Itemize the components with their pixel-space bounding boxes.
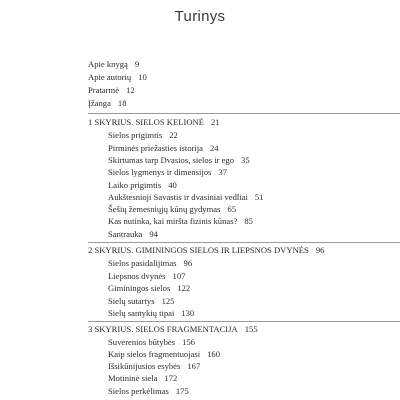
toc-entry xyxy=(108,155,250,165)
toc-entry xyxy=(108,229,158,239)
divider xyxy=(88,242,400,243)
toc-entry xyxy=(108,271,185,281)
toc-entry xyxy=(108,283,190,293)
entry-page: 156 xyxy=(182,337,195,347)
toc-entry xyxy=(108,296,174,306)
entry-page: 21 xyxy=(211,117,220,127)
toc-entry xyxy=(108,386,189,396)
entry-label: Sielų santykių tipai xyxy=(108,308,175,318)
divider xyxy=(88,113,400,114)
entry-page: 51 xyxy=(254,192,264,202)
entry-page: 18 xyxy=(117,98,127,108)
entry-page: 155 xyxy=(244,324,258,334)
entry-page: 22 xyxy=(169,130,178,140)
entry-page: 9 xyxy=(134,59,140,69)
toc-entry xyxy=(108,143,219,153)
toc-entry xyxy=(108,192,263,202)
toc-entry xyxy=(108,361,200,371)
entry-page: 10 xyxy=(138,72,147,82)
chapter-heading xyxy=(88,245,324,255)
entry-page: 125 xyxy=(161,296,175,306)
entry-page: 172 xyxy=(164,373,178,383)
divider xyxy=(88,321,400,322)
entry-page: 96 xyxy=(315,245,325,255)
entry-page: 12 xyxy=(126,85,135,95)
entry-label: Suverenios būtybės xyxy=(108,337,176,347)
entry-label: Kas nutinka, kai miršta fizinis kūnas? xyxy=(108,216,238,226)
entry-label: Laiko prigimtis xyxy=(108,180,162,190)
entry-page: 37 xyxy=(218,167,227,177)
entry-page: 94 xyxy=(149,229,158,239)
entry-page: 35 xyxy=(241,155,250,165)
toc-entry xyxy=(108,204,236,214)
entry-page: 122 xyxy=(177,283,191,293)
entry-label: Sielų sutartys xyxy=(108,296,155,306)
entry-page: 167 xyxy=(187,361,201,371)
entry-label: Santrauka xyxy=(108,229,143,239)
entry-label: Išsikūnijusios esybės xyxy=(108,361,181,371)
entry-label: Apie autorių xyxy=(88,72,132,82)
entry-label: 1 SKYRIUS. SIELOS KELIONĖ xyxy=(88,117,205,127)
entry-label: Sielos pasidalijimas xyxy=(108,258,177,268)
entry-label: Įžanga xyxy=(88,98,111,108)
entry-page: 107 xyxy=(172,271,186,281)
entry-label: Motininė siela xyxy=(108,373,158,383)
entry-page: 96 xyxy=(183,258,193,268)
entry-label: Kaip sielos fragmentuojasi xyxy=(108,349,201,359)
entry-label: Sielos prigimtis xyxy=(108,130,163,140)
toc-entry-front xyxy=(88,72,147,82)
entry-label: Liepsnos dvynės xyxy=(108,271,166,281)
entry-page: 175 xyxy=(175,386,189,396)
entry-label: Šešių žemesniųjų kūnų gydymas xyxy=(108,204,221,214)
entry-page: 65 xyxy=(227,204,237,214)
entry-label: 2 SKYRIUS. GIMININGOS SIELOS IR LIEPSNOS DVYNĖS xyxy=(88,245,309,255)
entry-page: 24 xyxy=(210,143,219,153)
entry-label: Sielos perkėlimas xyxy=(108,386,169,396)
entry-page: 40 xyxy=(168,180,177,190)
toc-entry xyxy=(108,180,177,190)
entry-label: Pratarmė xyxy=(88,85,120,95)
entry-label: Pirminės priežasties istorija xyxy=(108,143,203,153)
entry-label: Apie knygą xyxy=(88,59,128,69)
chapter-heading xyxy=(88,117,220,127)
entry-page: 130 xyxy=(181,308,195,318)
entry-label: Skirtumas tarp Dvasios, sielos ir ego xyxy=(108,155,235,165)
entry-page: 85 xyxy=(244,216,253,226)
toc-entry xyxy=(108,258,192,268)
toc-entry xyxy=(108,216,253,226)
toc-entry xyxy=(108,337,195,347)
entry-label: Aukštesnioji Savastis ir dvasiniai vedliai xyxy=(108,192,248,202)
toc-entry-front xyxy=(88,59,139,69)
entry-label: Sielos lygmenys ir dimensijos xyxy=(108,167,212,177)
toc-entry-front xyxy=(88,98,127,108)
toc-entry-front xyxy=(88,85,135,95)
toc-entry xyxy=(108,308,194,318)
entry-label: Giminingos sielos xyxy=(108,283,171,293)
entry-page: 160 xyxy=(207,349,221,359)
chapter-heading xyxy=(88,324,258,334)
toc-entry xyxy=(108,130,178,140)
toc-entry xyxy=(108,373,177,383)
toc-entry xyxy=(108,349,220,359)
entry-label: 3 SKYRIUS. SIELOS FRAGMENTACIJA xyxy=(88,324,238,334)
page-title: Turinys xyxy=(174,8,226,25)
toc-entry xyxy=(108,167,227,177)
